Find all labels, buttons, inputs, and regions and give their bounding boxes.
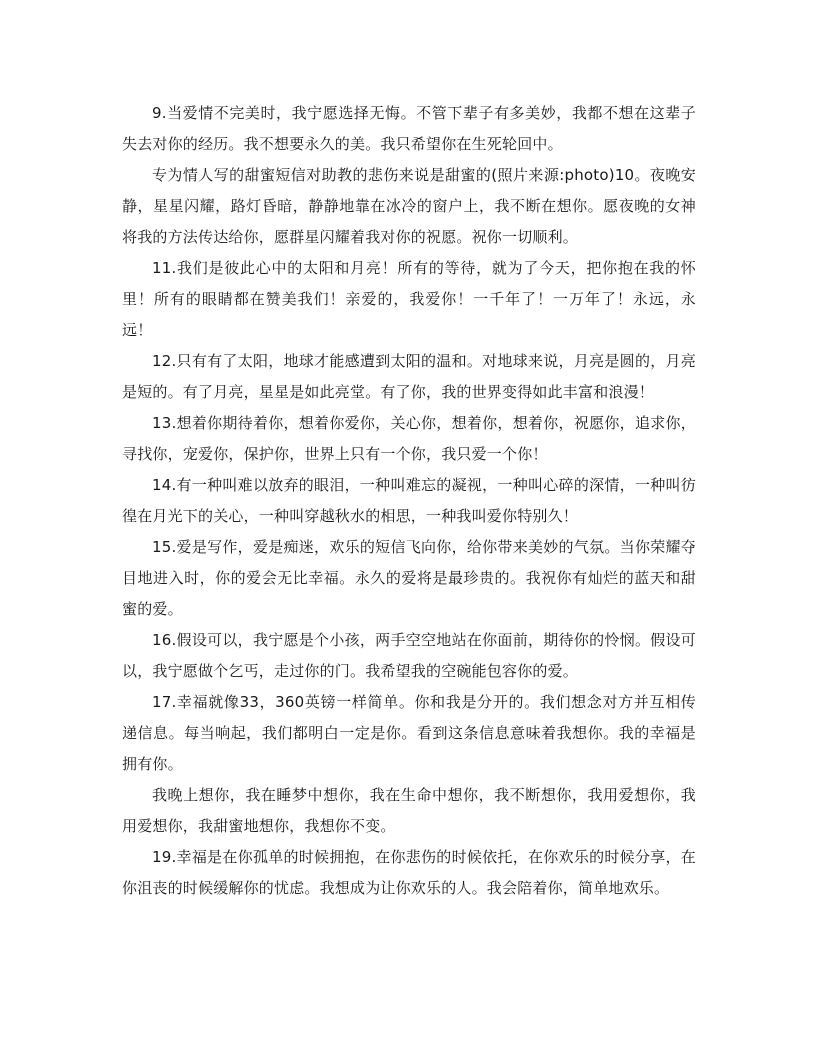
document-body	[122, 98, 696, 904]
paragraph-9: 9.当爱情不完美时，我宁愿选择无悔。不管下辈子有多美妙，我都不想在这辈子失去对你的经历。我不想要永久的美。我只希望你在生死轮回中。	[122, 104, 696, 153]
paragraph-17: 17.幸福就像33，360英镑一样简单。你和我是分开的。我们想念对方并互相传递信息。每当响起，我们都明白一定是你。看到这条信息意味着我想你。我的幸福是拥有你。	[122, 693, 696, 773]
paragraph-18: 我晚上想你，我在睡梦中想你，我在生命中想你，我不断想你，我用爱想你，我用爱想你，我甜蜜地想你，我想你不变。	[122, 786, 696, 835]
paragraph-14: 14.有一种叫难以放弃的眼泪，一种叫难忘的凝视，一种叫心碎的深情，一种叫彷徨在月光下的关心，一种叫穿越秋水的相思，一种我叫爱你特别久！	[122, 476, 696, 525]
paragraph-19: 19.幸福是在你孤单的时候拥抱，在你悲伤的时候依托，在你欢乐的时候分享，在你沮丧的时候缓解你的忧虑。我想成为让你欢乐的人。我会陪着你，简单地欢乐。	[122, 848, 696, 897]
paragraph-13: 13.想着你期待着你，想着你爱你，关心你，想着你，想着你，祝愿你，追求你，寻找你，宠爱你，保护你，世界上只有一个你，我只爱一个你！	[122, 414, 696, 463]
paragraph-15: 15.爱是写作，爱是痴迷，欢乐的短信飞向你，给你带来美妙的气氛。当你荣耀夺目地进入时，你的爱会无比幸福。永久的爱将是最珍贵的。我祝你有灿烂的蓝天和甜蜜的爱。	[122, 538, 696, 618]
paragraph-11: 11.我们是彼此心中的太阳和月亮！所有的等待，就为了今天，把你抱在我的怀里！所有的眼睛都在赞美我们！亲爱的，我爱你！一千年了！一万年了！永远，永远！	[122, 259, 696, 339]
paragraph-10: 专为情人写的甜蜜短信对助教的悲伤来说是甜蜜的(照片来源:photo)10。夜晚安静，星星闪耀，路灯昏暗，静静地靠在冰冷的窗户上，我不断在想你。愿夜晚的女神将我的方法传达给你，愿群星闪耀着我对你的祝愿。祝你一切顺利。	[122, 166, 696, 246]
paragraph-16: 16.假设可以，我宁愿是个小孩，两手空空地站在你面前，期待你的怜悯。假设可以，我宁愿做个乞丐，走过你的门。我希望我的空碗能包容你的爱。	[122, 631, 696, 680]
paragraph-12: 12.只有有了太阳，地球才能感遭到太阳的温和。对地球来说，月亮是圆的，月亮是短的。有了月亮，星星是如此亮堂。有了你，我的世界变得如此丰富和浪漫！	[122, 352, 696, 401]
